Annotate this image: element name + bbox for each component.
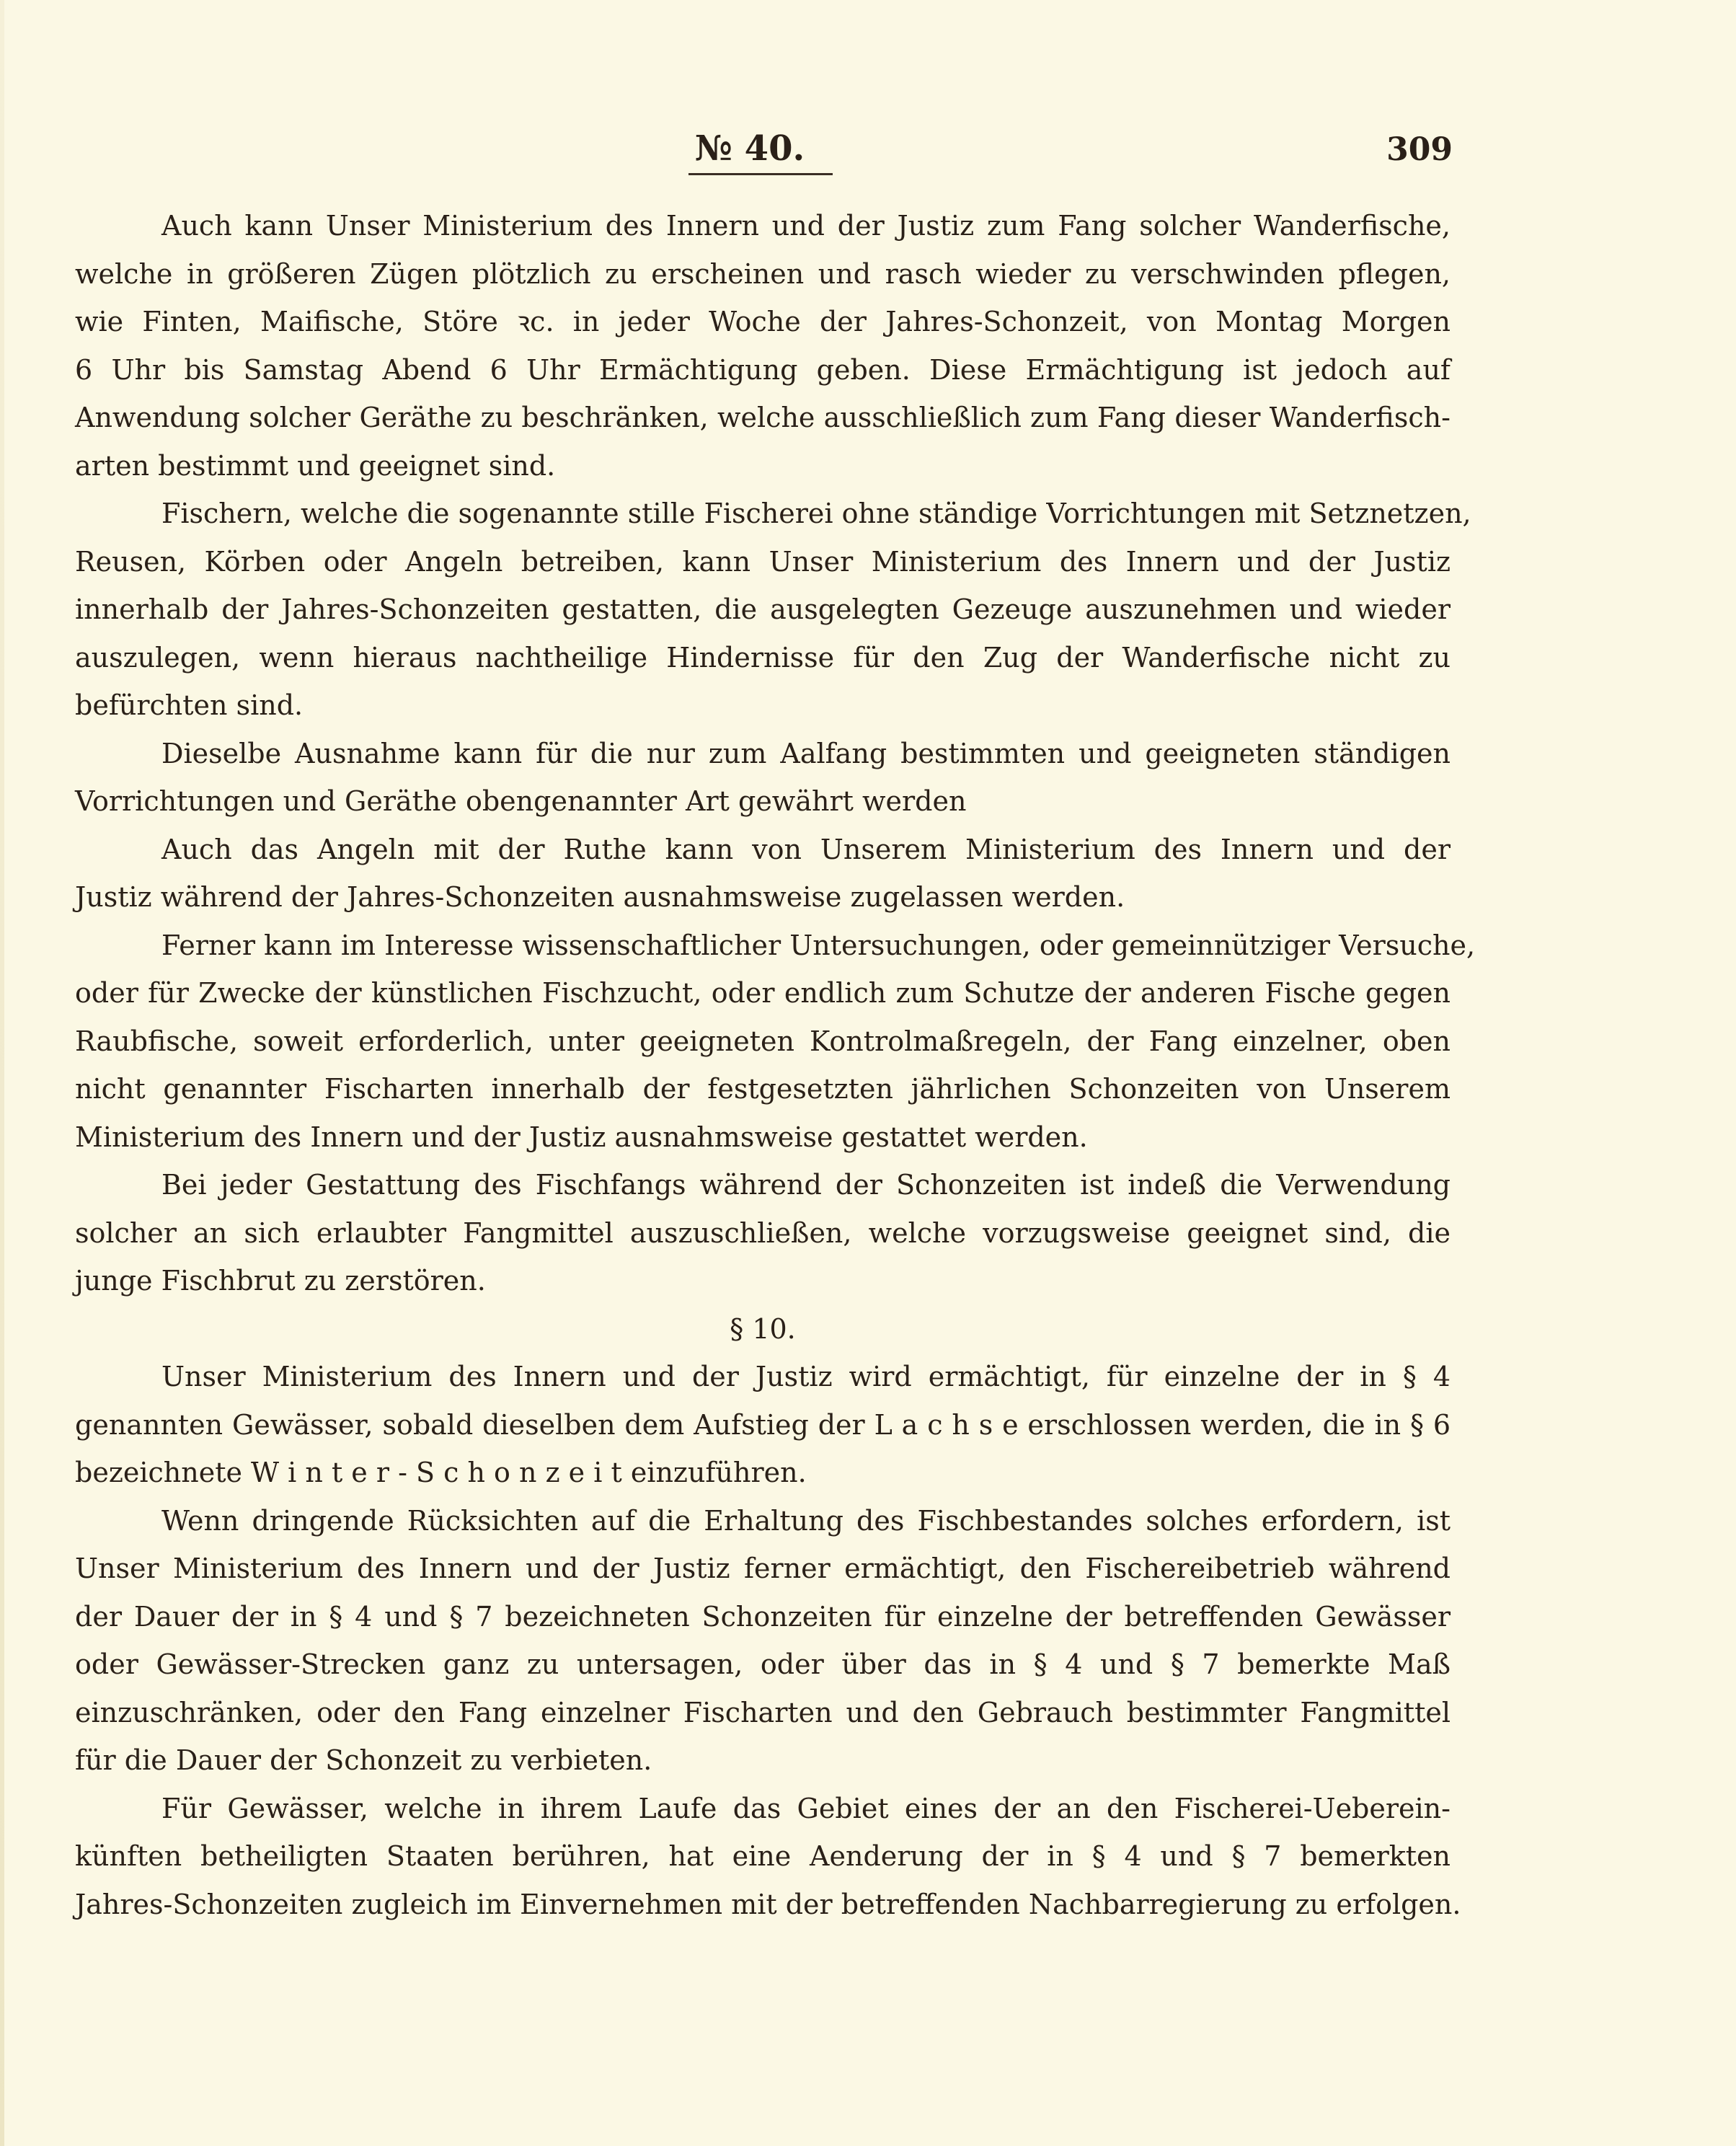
text-line: Ministerium des Innern und der Justiz ausnahmsweise gestattet werden. — [75, 1121, 1088, 1153]
text-line: befürchten sind. — [75, 689, 304, 721]
text-line: Vorrichtungen und Geräthe obengenannter Art gewährt werden — [75, 785, 967, 817]
text-line: oder für Zwecke der künstlichen Fischzucht, oder endlich zum Schutze der anderen Fische gegen — [75, 977, 1451, 1009]
text-line: Auch kann Unser Ministerium des Innern und der Justiz zum Fang solcher Wanderfische, — [161, 210, 1451, 242]
paragraph — [75, 730, 1451, 826]
paragraph — [75, 490, 1471, 730]
paragraph — [75, 1353, 1451, 1497]
gazette-number: № 40. — [694, 128, 805, 169]
text-line: wie Finten, Maifische, Störe ꝛc. in jeder Woche der Jahres-Schonzeit, von Montag Morgen — [75, 306, 1451, 337]
text-line: Ferner kann im Interesse wissenschaftlicher Untersuchungen, oder gemeinnütziger Versuche, — [161, 929, 1476, 961]
text-line: Für Gewässer, welche in ihrem Laufe das Gebiet eines der an den Fischerei-Ueberein- — [161, 1792, 1451, 1824]
text-line: arten bestimmt und geeignet sind. — [75, 449, 556, 482]
text-line: der Dauer der in § 4 und § 7 bezeichneten Schonzeiten für einzelne der betreffenden Gewässer — [75, 1600, 1451, 1633]
text-line: § 10. — [730, 1312, 796, 1345]
text-line: einzuschränken, oder den Fang einzelner Fischarten und den Gebrauch bestimmter Fangmittel — [75, 1696, 1451, 1728]
section-heading — [75, 1305, 1451, 1354]
paragraph — [75, 826, 1451, 922]
text-line: junge Fischbrut zu zerstören. — [75, 1265, 486, 1297]
paragraph — [75, 922, 1476, 1162]
header-rule — [688, 173, 833, 175]
text-line: Unser Ministerium des Innern und der Justiz wird ermächtigt, für einzelne der in § 4 — [161, 1361, 1451, 1392]
text-line: Justiz während der Jahres-Schonzeiten ausnahmsweise zugelassen werden. — [75, 881, 1125, 913]
paragraph — [75, 202, 1451, 490]
text-line: künften betheiligten Staaten berühren, hat eine Aenderung der in § 4 und § 7 bemerkten — [75, 1840, 1451, 1872]
text-line: nicht genannter Fischarten innerhalb der festgesetzten jährlichen Schonzeiten von Unserem — [75, 1073, 1451, 1105]
text-line: Unser Ministerium des Innern und der Justiz ferner ermächtigt, den Fischereibetrieb während — [75, 1553, 1451, 1584]
text-line: solcher an sich erlaubter Fangmittel auszuschließen, welche vorzugsweise geeignet sind, die — [75, 1216, 1451, 1249]
text-line: auszulegen, wenn hieraus nachtheilige Hindernisse für den Zug der Wanderfische nicht zu — [75, 641, 1451, 674]
text-line: Dieselbe Ausnahme kann für die nur zum Aalfang bestimmten und geeigneten ständigen — [161, 737, 1451, 769]
text-line: Anwendung solcher Geräthe zu beschränken, welche ausschließlich zum Fang dieser Wanderfisch- — [75, 402, 1451, 433]
text-line: genannten Gewässer, sobald dieselben dem Aufstieg der L a c h s e erschlossen werden, die in § 6 — [75, 1408, 1451, 1441]
document-body — [75, 202, 1476, 1928]
text-line: innerhalb der Jahres-Schonzeiten gestatten, die ausgelegten Gezeuge auszunehmen und wieder — [75, 593, 1451, 625]
text-line: Reusen, Körben oder Angeln betreiben, kann Unser Ministerium des Innern und der Justiz — [75, 545, 1451, 578]
text-line: für die Dauer der Schonzeit zu verbieten. — [75, 1744, 652, 1776]
paragraph — [75, 1161, 1451, 1305]
text-line: welche in größeren Zügen plötzlich zu erscheinen und rasch wieder zu verschwinden pflegen, — [75, 257, 1451, 290]
text-line: Jahres-Schonzeiten zugleich im Einvernehmen mit der betreffenden Nachbarregierung zu erfolgen. — [75, 1888, 1461, 1920]
text-line: Raubfische, soweit erforderlich, unter geeigneten Kontrolmaßregeln, der Fang einzelner, oben — [75, 1025, 1451, 1057]
text-line: Wenn dringende Rücksichten auf die Erhaltung des Fischbestandes solches erfordern, ist — [161, 1504, 1451, 1537]
text-line: Bei jeder Gestattung des Fischfangs während der Schonzeiten ist indeß die Verwendung — [161, 1169, 1451, 1201]
page-number: 309 — [1386, 131, 1453, 168]
text-line: bezeichnete W i n t e r - S c h o n z e i t einzuführen. — [75, 1457, 807, 1488]
text-line: 6 Uhr bis Samstag Abend 6 Uhr Ermächtigung geben. Diese Ermächtigung ist jedoch auf — [75, 353, 1451, 386]
text-line: Fischern, welche die sogenannte stille Fischerei ohne ständige Vorrichtungen mit Setznetzen, — [161, 498, 1471, 529]
paragraph — [75, 1785, 1461, 1929]
paragraph — [75, 1497, 1451, 1785]
text-line: oder Gewässer-Strecken ganz zu untersagen, oder über das in § 4 und § 7 bemerkte Maß — [75, 1648, 1451, 1680]
text-line: Auch das Angeln mit der Ruthe kann von Unserem Ministerium des Innern und der — [161, 833, 1451, 865]
scan-page-edge — [0, 0, 4, 2146]
